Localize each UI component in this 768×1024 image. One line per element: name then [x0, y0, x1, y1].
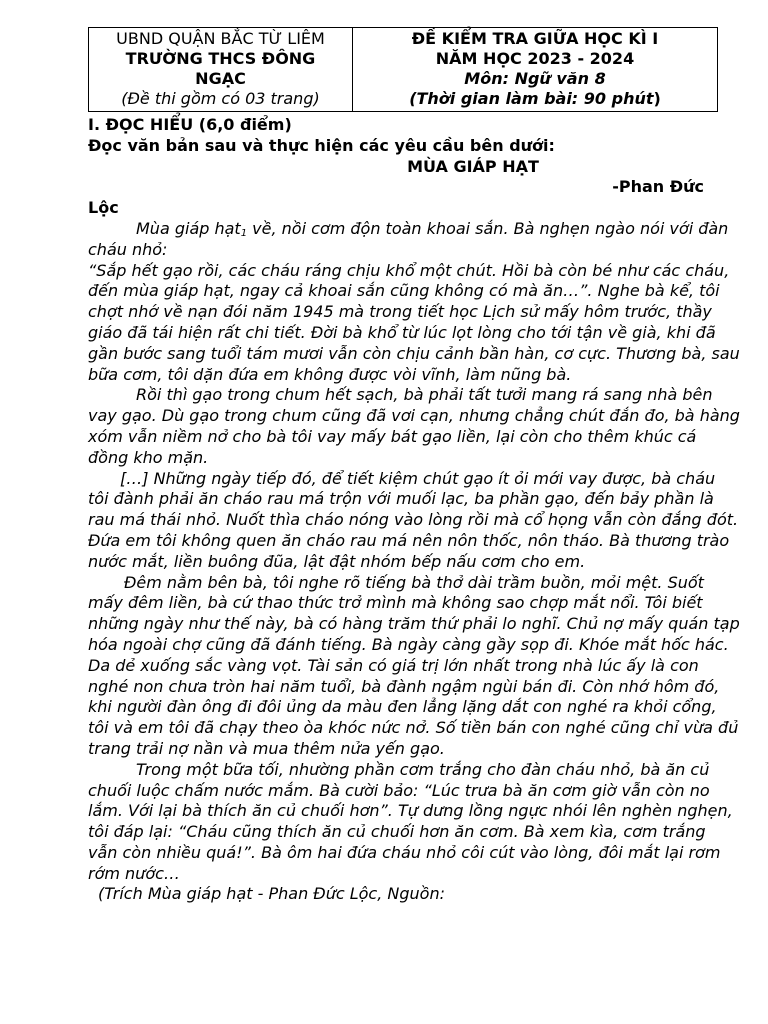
passage-title: MÙA GIÁP HẠT [407, 156, 539, 176]
district-name: UBND QUẬN BẮC TỪ LIÊM [116, 29, 325, 48]
passage-source: (Trích Mùa giáp hạt - Phan Đức Lộc, Nguồn: [98, 884, 445, 904]
header-table [88, 27, 718, 112]
passage-paragraph-3: Rồi thì gạo trong chum hết sạch, bà phải tất tưởi mang rá sang nhà bên vay gạo. Dù gạo trong chum cũng đã vơi cạn, nhưng chẳng chút đắn đo, bà hàng xóm vẫn niềm nở cho bà tôi vay mấy bát gạo liền, lại còn cho thêm khúc cá đồng kho mặn. [88, 385, 740, 467]
author-line-1: -Phan Đức [612, 177, 704, 197]
footnote-marker: 1 [240, 227, 248, 239]
exam-info-cell [353, 28, 718, 112]
exam-title: ĐỀ KIỂM TRA GIỮA HỌC KÌ I [411, 29, 659, 48]
school-name-cont: NGẠC [195, 69, 246, 88]
passage-paragraph-2: “Sắp hết gạo rồi, các cháu ráng chịu khổ một chút. Hồi bà còn bé như các cháu, đến mùa giáp hạt, ngay cả khoai sắn cũng không có mà ăn…”. Nghe bà kể, tôi chợt nhớ về nạn đói năm 1945 mà trong tiết học Lịch sử mấy hôm trước, thầy giáo đã tái hiện rất chi tiết. Đời bà khổ từ lúc lọt lòng cho tới tận về già, khi đã gần bước sang tuổi tám mươi vẫn còn chịu cảnh bần hàn, cơ cực. Thương bà, sau bữa cơm, tôi dặn đứa em không được vòi vĩnh, làm nũng bà. [88, 260, 740, 384]
author-line-2: Lộc [88, 198, 119, 218]
p1-text-a: Mùa giáp hạt [136, 218, 241, 238]
p1-text-b: về, nồi cơm độn toàn khoai sắn. Bà nghẹn ngào nói với đàn cháu nhỏ: [88, 218, 729, 259]
section-heading: I. ĐỌC HIỂU (6,0 điểm) [88, 115, 292, 134]
time-limit-close: ) [653, 89, 661, 108]
passage-author [88, 177, 740, 219]
passage-paragraph-5: Đêm nằm bên bà, tôi nghe rõ tiếng bà thở dài trầm buồn, mỏi mệt. Suốt mấy đêm liền, bà cứ thao thức trở mình mà không sao chợp mắt nổi. Tôi biết những ngày như thế này, bà có hàng trăm thứ phải lo nghĩ. Chủ nợ mấy quán tạp hóa ngoài chợ cũng đã đánh tiếng. Bà ngày càng gầy sọp đi. Khóe mắt hốc hác. Da dẻ xuống sắc vàng vọt. Tài sản có giá trị lớn nhất trong nhà lúc ấy là con nghé non chưa tròn hai năm tuổi, bà đành ngậm ngùi bán đi. Còn nhớ hôm đó, khi người đàn ông đi đôi ủng da màu đen lẳng lặng dắt con nghé ra khỏi cổng, tôi và em tôi đã chạy theo òa khóc nức nở. Số tiền bán con nghé cũng chỉ vừa đủ trang trải nợ nần và mua thêm nửa yến gạo. [88, 572, 740, 758]
passage-paragraph-6: Trong một bữa tối, nhường phần cơm trắng cho đàn cháu nhỏ, bà ăn củ chuối luộc chấm nước mắm. Bà cười bảo: “Lúc trưa bà ăn cơm giờ vẫn còn no lắm. Với lại bà thích ăn củ chuối hơn”. Tự dưng lồng ngực nhói lên nghèn nghẹn, tôi đáp lại: “Cháu cũng thích ăn củ chuối hơn ăn cơm. Bà xem kìa, cơm trắng vẫn còn nhiều quá!”. Bà ôm hai đứa cháu nhỏ côi cút vào lòng, đôi mắt lại rơm rớm nước… [88, 759, 733, 883]
passage-paragraph-4: […] Những ngày tiếp đó, để tiết kiệm chút gạo ít ỏi mới vay được, bà cháu tôi đành phải ăn cháo rau má trộn với muối lạc, ba phần gạo, đến bảy phần là rau má thái nhỏ. Nuốt thìa cháo nóng vào lòng rồi mà cổ họng vẫn còn đắng đót. Đứa em tôi không quen ăn cháo rau má nên nôn thốc, nôn tháo. Bà thương trào nước mắt, liền buông đũa, lật đật nhóm bếp nấu cơm cho em. [88, 468, 739, 571]
school-name: TRƯỜNG THCS ĐÔNG [125, 49, 316, 68]
school-year: NĂM HỌC 2023 - 2024 [435, 49, 635, 68]
instruction: Đọc văn bản sau và thực hiện các yêu cầu bên dưới: [88, 135, 555, 155]
time-limit-text: (Thời gian làm bài: 90 phút [409, 89, 654, 108]
subject: Môn: Ngữ văn 8 [464, 69, 606, 88]
exam-body [88, 115, 740, 905]
page-count-note: (Đề thi gồm có 03 trang) [121, 89, 320, 108]
passage-paragraph-1 [88, 219, 740, 261]
time-limit [355, 89, 715, 109]
school-info-cell [89, 28, 353, 112]
